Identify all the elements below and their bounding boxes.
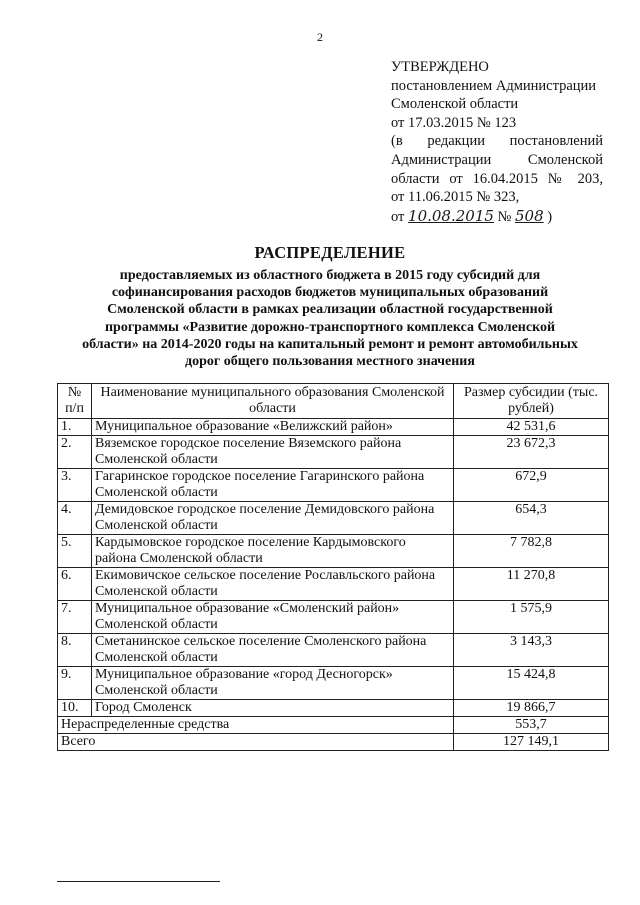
undistributed-row — [58, 717, 609, 734]
row-num: 10. — [58, 700, 92, 717]
row-value: 23 672,3 — [454, 436, 609, 469]
row-name: Вяземское городское поселение Вяземского района Смоленской области — [92, 436, 454, 469]
row-value: 11 270,8 — [454, 568, 609, 601]
table-row — [58, 700, 609, 717]
total-label: Всего — [58, 734, 454, 751]
row-name: Сметанинское сельское поселение Смоленского района Смоленской области — [92, 634, 454, 667]
document-heading — [80, 243, 580, 370]
page-number: 2 — [317, 30, 323, 44]
sig-number-label: № — [497, 208, 512, 225]
row-name: Кардымовское городское поселение Кардымовского района Смоленской области — [92, 535, 454, 568]
row-num: 9. — [58, 667, 92, 700]
table-row — [58, 634, 609, 667]
table-row — [58, 568, 609, 601]
table-header-row — [58, 384, 609, 419]
row-num: 5. — [58, 535, 92, 568]
subsidy-distribution-table — [57, 383, 609, 751]
approval-line-1: постановлением Администрации — [391, 77, 597, 94]
approval-title: УТВЕРЖДЕНО — [391, 59, 489, 75]
row-num: 1. — [58, 419, 92, 436]
table-row — [58, 667, 609, 700]
row-name: Муниципальное образование «Смоленский район» Смоленской области — [92, 601, 454, 634]
undistributed-label: Нераспределенные средства — [58, 717, 454, 734]
amendment-line-2: Администрации Смоленской — [391, 151, 603, 168]
row-num: 3. — [58, 469, 92, 502]
handwritten-signature-line — [391, 207, 603, 227]
header-size: Размер субсидии (тыс. рублей) — [454, 384, 609, 419]
document-title: РАСПРЕДЕЛЕНИЕ — [254, 243, 406, 262]
table-row — [58, 601, 609, 634]
row-name: Город Смоленск — [92, 700, 454, 717]
table-row — [58, 502, 609, 535]
approval-line-3: от 17.03.2015 № 123 — [391, 114, 517, 131]
table-row — [58, 419, 609, 436]
amendment-line-1: (в редакции постановлений — [391, 133, 603, 150]
header-num: № п/п — [58, 384, 92, 419]
amendment-line-3: области от 16.04.2015 № 203, — [391, 170, 603, 187]
table-row — [58, 469, 609, 502]
approval-line-2: Смоленской области — [391, 96, 519, 113]
row-value: 672,9 — [454, 469, 609, 502]
sig-prefix: от — [391, 208, 405, 225]
row-name: Гагаринское городское поселение Гагаринского района Смоленской области — [92, 469, 454, 502]
row-num: 8. — [58, 634, 92, 667]
row-num: 2. — [58, 436, 92, 469]
handwritten-date: 10.08.2015 — [408, 206, 494, 225]
row-value: 15 424,8 — [454, 667, 609, 700]
row-name: Муниципальное образование «Велижский район» — [92, 419, 454, 436]
row-value: 1 575,9 — [454, 601, 609, 634]
document-subtitle: предоставляемых из областного бюджета в 2015 году субсидий для софинансирования расходов бюджетов муниципальных образований Смоленской области в рамках реализации областной государственной программы «Развитие дорожно-транспортного комплекса Смоленской области» на 2014-2020 годы на капитальный ремонт и ремонт автомобильных дорог общего пользования местного значения — [82, 268, 578, 370]
row-value: 7 782,8 — [454, 535, 609, 568]
row-num: 6. — [58, 568, 92, 601]
table-row — [58, 535, 609, 568]
table-row — [58, 436, 609, 469]
row-value: 3 143,3 — [454, 634, 609, 667]
total-row — [58, 734, 609, 751]
undistributed-value: 553,7 — [454, 717, 609, 734]
row-name: Муниципальное образование «город Десногорск» Смоленской области — [92, 667, 454, 700]
row-num: 7. — [58, 601, 92, 634]
handwritten-number: 508 — [515, 206, 544, 225]
row-name: Демидовское городское поселение Демидовского района Смоленской области — [92, 502, 454, 535]
total-value: 127 149,1 — [454, 734, 609, 751]
amendment-line-4: от 11.06.2015 № 323, — [391, 189, 520, 206]
row-value: 654,3 — [454, 502, 609, 535]
sig-close: ) — [547, 208, 553, 225]
approval-block — [391, 58, 603, 226]
row-value: 19 866,7 — [454, 700, 609, 717]
header-name: Наименование муниципального образования Смоленской области — [92, 384, 454, 419]
row-name: Екимовичское сельское поселение Рославльского района Смоленской области — [92, 568, 454, 601]
footer-divider — [57, 881, 220, 882]
row-value: 42 531,6 — [454, 419, 609, 436]
row-num: 4. — [58, 502, 92, 535]
